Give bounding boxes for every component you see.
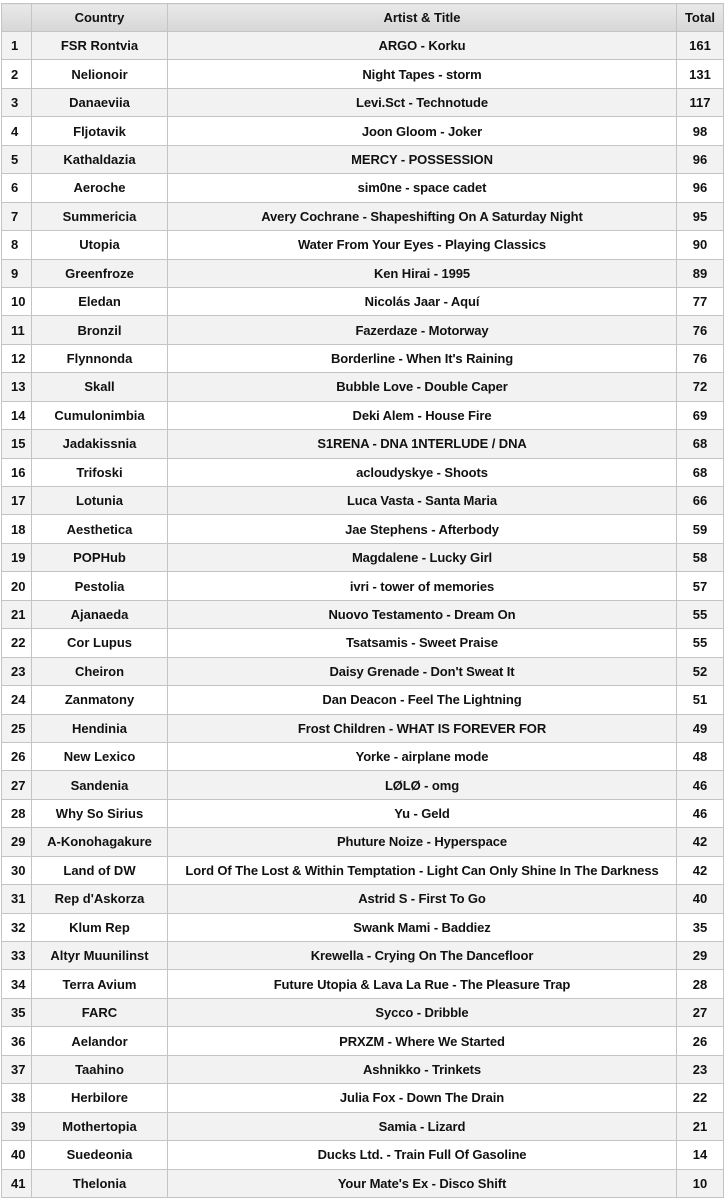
table-row [2,856,724,884]
table-header [2,4,724,32]
total-cell: 77 [677,287,724,315]
rank-cell: 38 [2,1084,32,1112]
total-cell: 161 [677,32,724,60]
artist-title-cell: LØLØ - omg [168,771,677,799]
country-cell: Cheiron [32,657,168,685]
country-cell: Rep d'Askorza [32,885,168,913]
total-column-header: Total [677,4,724,32]
total-cell: 59 [677,515,724,543]
table-row [2,88,724,116]
rank-cell: 30 [2,856,32,884]
country-cell: Suedeonia [32,1141,168,1169]
country-cell: Zanmatony [32,686,168,714]
artist-title-cell: Daisy Grenade - Don't Sweat It [168,657,677,685]
rank-cell: 36 [2,1027,32,1055]
rank-cell: 8 [2,231,32,259]
rank-cell: 35 [2,998,32,1026]
table-row [2,742,724,770]
rank-cell: 40 [2,1141,32,1169]
total-cell: 26 [677,1027,724,1055]
country-cell: A-Konohagakure [32,828,168,856]
table-row [2,600,724,628]
country-cell: Terra Avium [32,970,168,998]
table-row [2,515,724,543]
country-column-header: Country [32,4,168,32]
results-table [1,3,724,1198]
table-body [2,32,724,1198]
rank-cell: 17 [2,487,32,515]
artist-title-cell: Nicolás Jaar - Aquí [168,287,677,315]
table-row [2,117,724,145]
rank-cell: 26 [2,742,32,770]
artist-title-cell: S1RENA - DNA 1NTERLUDE / DNA [168,430,677,458]
total-cell: 55 [677,600,724,628]
country-cell: Jadakissnia [32,430,168,458]
rank-cell: 16 [2,458,32,486]
country-cell: Lotunia [32,487,168,515]
total-cell: 98 [677,117,724,145]
country-cell: Ajanaeda [32,600,168,628]
table-row [2,60,724,88]
rank-cell: 19 [2,543,32,571]
table-row [2,202,724,230]
table-row [2,942,724,970]
artist-title-column-header: Artist & Title [168,4,677,32]
total-cell: 27 [677,998,724,1026]
artist-title-cell: Bubble Love - Double Caper [168,373,677,401]
total-cell: 76 [677,344,724,372]
artist-title-cell: Tsatsamis - Sweet Praise [168,629,677,657]
rank-cell: 6 [2,174,32,202]
artist-title-cell: sim0ne - space cadet [168,174,677,202]
table-row [2,998,724,1026]
artist-title-cell: Nuovo Testamento - Dream On [168,600,677,628]
country-cell: Summericia [32,202,168,230]
country-cell: Utopia [32,231,168,259]
country-cell: Skall [32,373,168,401]
artist-title-cell: Borderline - When It's Raining [168,344,677,372]
artist-title-cell: Water From Your Eyes - Playing Classics [168,231,677,259]
artist-title-cell: Magdalene - Lucky Girl [168,543,677,571]
table-row [2,657,724,685]
header-row [2,4,724,32]
table-row [2,913,724,941]
total-cell: 48 [677,742,724,770]
rank-cell: 34 [2,970,32,998]
rank-column-header [2,4,32,32]
country-cell: Hendinia [32,714,168,742]
table-row [2,401,724,429]
country-cell: Danaeviia [32,88,168,116]
table-row [2,714,724,742]
rank-cell: 41 [2,1169,32,1197]
table-row [2,1112,724,1140]
country-cell: Klum Rep [32,913,168,941]
rank-cell: 18 [2,515,32,543]
table-row [2,629,724,657]
artist-title-cell: Ducks Ltd. - Train Full Of Gasoline [168,1141,677,1169]
rank-cell: 13 [2,373,32,401]
artist-title-cell: Ashnikko - Trinkets [168,1055,677,1083]
artist-title-cell: ARGO - Korku [168,32,677,60]
total-cell: 66 [677,487,724,515]
total-cell: 90 [677,231,724,259]
total-cell: 57 [677,572,724,600]
artist-title-cell: Jae Stephens - Afterbody [168,515,677,543]
rank-cell: 37 [2,1055,32,1083]
artist-title-cell: acloudyskye - Shoots [168,458,677,486]
table-row [2,970,724,998]
country-cell: Land of DW [32,856,168,884]
table-row [2,799,724,827]
total-cell: 58 [677,543,724,571]
country-cell: Cor Lupus [32,629,168,657]
country-cell: Aesthetica [32,515,168,543]
table-row [2,174,724,202]
country-cell: Cumulonimbia [32,401,168,429]
rank-cell: 24 [2,686,32,714]
artist-title-cell: Dan Deacon - Feel The Lightning [168,686,677,714]
table-row [2,771,724,799]
rank-cell: 11 [2,316,32,344]
country-cell: Altyr Muunilinst [32,942,168,970]
country-cell: Taahino [32,1055,168,1083]
artist-title-cell: Avery Cochrane - Shapeshifting On A Saturday Night [168,202,677,230]
total-cell: 96 [677,145,724,173]
table-row [2,373,724,401]
artist-title-cell: Astrid S - First To Go [168,885,677,913]
country-cell: POPHub [32,543,168,571]
rank-cell: 23 [2,657,32,685]
artist-title-cell: Lord Of The Lost & Within Temptation - Light Can Only Shine In The Darkness [168,856,677,884]
table-row [2,1055,724,1083]
table-row [2,231,724,259]
table-row [2,572,724,600]
rank-cell: 9 [2,259,32,287]
total-cell: 22 [677,1084,724,1112]
artist-title-cell: Julia Fox - Down The Drain [168,1084,677,1112]
total-cell: 49 [677,714,724,742]
rank-cell: 31 [2,885,32,913]
rank-cell: 1 [2,32,32,60]
table-row [2,287,724,315]
country-cell: Aeroche [32,174,168,202]
total-cell: 42 [677,828,724,856]
total-cell: 10 [677,1169,724,1197]
table-row [2,885,724,913]
total-cell: 40 [677,885,724,913]
country-cell: Why So Sirius [32,799,168,827]
table-row [2,259,724,287]
total-cell: 95 [677,202,724,230]
country-cell: Nelionoir [32,60,168,88]
artist-title-cell: Levi.Sct - Technotude [168,88,677,116]
artist-title-cell: Fazerdaze - Motorway [168,316,677,344]
artist-title-cell: Krewella - Crying On The Dancefloor [168,942,677,970]
artist-title-cell: Deki Alem - House Fire [168,401,677,429]
total-cell: 117 [677,88,724,116]
total-cell: 96 [677,174,724,202]
artist-title-cell: Frost Children - WHAT IS FOREVER FOR [168,714,677,742]
table-row [2,458,724,486]
table-row [2,344,724,372]
table-row [2,543,724,571]
total-cell: 72 [677,373,724,401]
total-cell: 42 [677,856,724,884]
rank-cell: 3 [2,88,32,116]
total-cell: 21 [677,1112,724,1140]
artist-title-cell: Joon Gloom - Joker [168,117,677,145]
artist-title-cell: PRXZM - Where We Started [168,1027,677,1055]
total-cell: 52 [677,657,724,685]
artist-title-cell: Phuture Noize - Hyperspace [168,828,677,856]
table-row [2,32,724,60]
total-cell: 55 [677,629,724,657]
artist-title-cell: MERCY - POSSESSION [168,145,677,173]
rank-cell: 14 [2,401,32,429]
table-row [2,1169,724,1197]
total-cell: 76 [677,316,724,344]
artist-title-cell: Sycco - Dribble [168,998,677,1026]
country-cell: Mothertopia [32,1112,168,1140]
total-cell: 68 [677,430,724,458]
rank-cell: 12 [2,344,32,372]
rank-cell: 4 [2,117,32,145]
rank-cell: 27 [2,771,32,799]
total-cell: 29 [677,942,724,970]
country-cell: Flynnonda [32,344,168,372]
country-cell: Aelandor [32,1027,168,1055]
country-cell: Pestolia [32,572,168,600]
table-row [2,430,724,458]
total-cell: 35 [677,913,724,941]
rank-cell: 29 [2,828,32,856]
rank-cell: 21 [2,600,32,628]
artist-title-cell: ivri - tower of memories [168,572,677,600]
country-cell: FARC [32,998,168,1026]
total-cell: 69 [677,401,724,429]
total-cell: 14 [677,1141,724,1169]
country-cell: Bronzil [32,316,168,344]
total-cell: 51 [677,686,724,714]
table-row [2,828,724,856]
table-row [2,316,724,344]
total-cell: 46 [677,799,724,827]
country-cell: Trifoski [32,458,168,486]
artist-title-cell: Yu - Geld [168,799,677,827]
country-cell: New Lexico [32,742,168,770]
rank-cell: 25 [2,714,32,742]
total-cell: 28 [677,970,724,998]
rank-cell: 22 [2,629,32,657]
total-cell: 89 [677,259,724,287]
rank-cell: 39 [2,1112,32,1140]
table-row [2,1141,724,1169]
artist-title-cell: Ken Hirai - 1995 [168,259,677,287]
total-cell: 46 [677,771,724,799]
country-cell: Sandenia [32,771,168,799]
rank-cell: 28 [2,799,32,827]
artist-title-cell: Night Tapes - storm [168,60,677,88]
table-row [2,686,724,714]
total-cell: 131 [677,60,724,88]
country-cell: Eledan [32,287,168,315]
rank-cell: 7 [2,202,32,230]
artist-title-cell: Swank Mami - Baddiez [168,913,677,941]
rank-cell: 32 [2,913,32,941]
artist-title-cell: Samia - Lizard [168,1112,677,1140]
table-row [2,145,724,173]
rank-cell: 33 [2,942,32,970]
artist-title-cell: Your Mate's Ex - Disco Shift [168,1169,677,1197]
artist-title-cell: Yorke - airplane mode [168,742,677,770]
table-row [2,487,724,515]
country-cell: Thelonia [32,1169,168,1197]
country-cell: FSR Rontvia [32,32,168,60]
artist-title-cell: Luca Vasta - Santa Maria [168,487,677,515]
country-cell: Fljotavik [32,117,168,145]
total-cell: 68 [677,458,724,486]
artist-title-cell: Future Utopia & Lava La Rue - The Pleasure Trap [168,970,677,998]
table-row [2,1027,724,1055]
rank-cell: 10 [2,287,32,315]
rank-cell: 5 [2,145,32,173]
rank-cell: 20 [2,572,32,600]
country-cell: Kathaldazia [32,145,168,173]
table-row [2,1084,724,1112]
rank-cell: 15 [2,430,32,458]
rank-cell: 2 [2,60,32,88]
total-cell: 23 [677,1055,724,1083]
country-cell: Herbilore [32,1084,168,1112]
country-cell: Greenfroze [32,259,168,287]
